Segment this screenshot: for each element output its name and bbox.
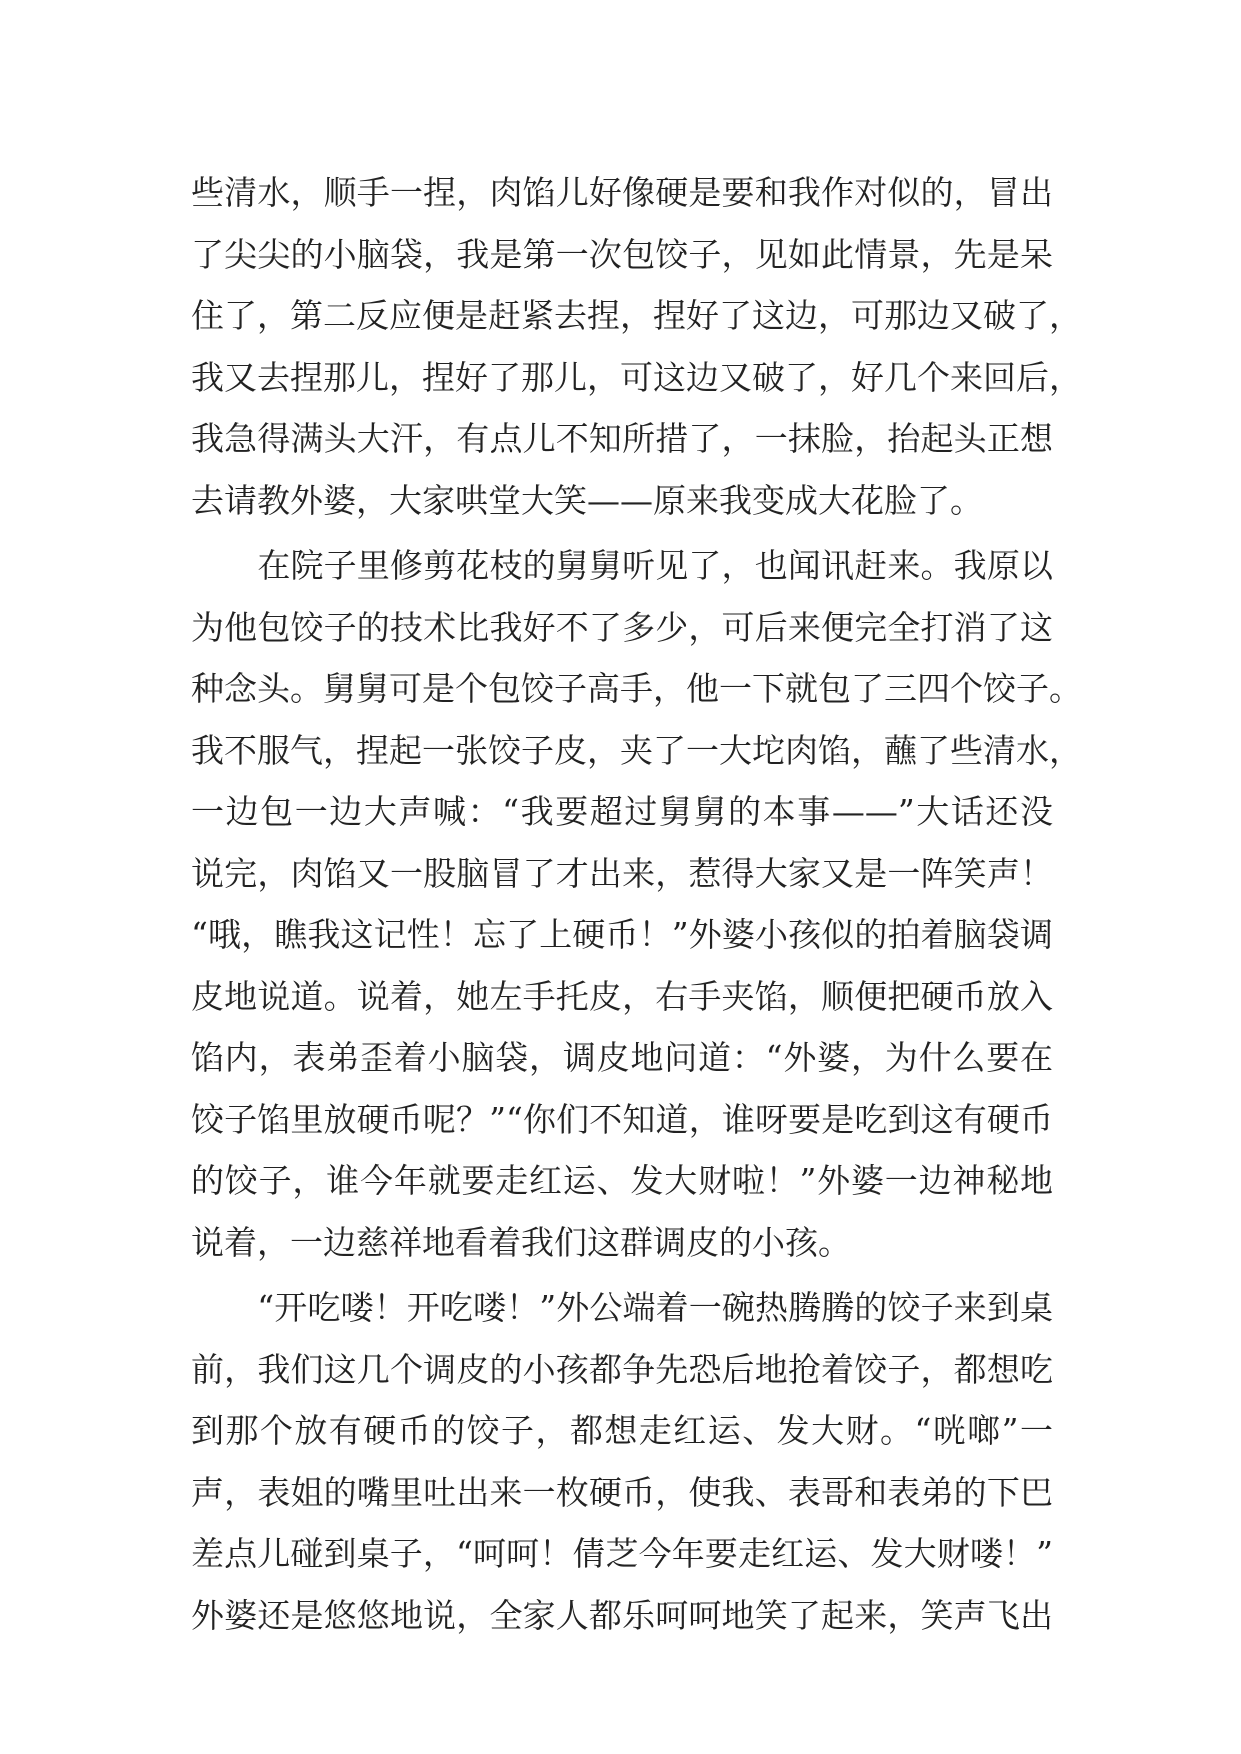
- text-line: 的饺子，谁今年就要走红运、发大财啦！”外婆一边神秘地: [191, 1161, 1053, 1200]
- text-line: 去请教外婆，大家哄堂大笑——原来我变成大花脸了。: [191, 480, 983, 520]
- text-line: 说完，肉馅又一股脑冒了才出来，惹得大家又是一阵笑声！: [191, 853, 1053, 893]
- text-line: 说着，一边慈祥地看着我们这群调皮的小孩。: [191, 1222, 851, 1262]
- text-line: 在院子里修剪花枝的舅舅听见了，也闻讯赶来。我原以: [191, 546, 1053, 585]
- text-line: 一边包一边大声喊：“我要超过舅舅的本事——”大话还没: [191, 792, 1053, 831]
- text-line: 馅内，表弟歪着小脑袋，调皮地问道：“外婆，为什么要在: [191, 1038, 1053, 1077]
- text-line: 为他包饺子的技术比我好不了多少，可后来便完全打消了这: [191, 607, 1053, 647]
- paragraph-2: [191, 535, 1082, 1273]
- text-line: 到那个放有硬币的饺子，都想走红运、发大财。“咣啷”一: [191, 1411, 1053, 1450]
- text-line: 些清水，顺手一捏，肉馅儿好像硬是要和我作对似的，冒出: [191, 173, 1053, 212]
- text-line: “哦，瞧我这记性！忘了上硬币！”外婆小孩似的拍着脑袋调: [191, 915, 1053, 954]
- text-line: 饺子馅里放硬币呢？”“你们不知道，谁呀要是吃到这有硬币: [191, 1099, 1053, 1139]
- text-line: 了尖尖的小脑袋，我是第一次包饺子，见如此情景，先是呆: [191, 234, 1053, 274]
- text-line: 差点儿碰到桌子，“呵呵！倩芝今年要走红运、发大财喽！”: [191, 1534, 1053, 1573]
- text-line: 住了，第二反应便是赶紧去捏，捏好了这边，可那边又破了，: [191, 296, 1082, 335]
- paragraph-1: [191, 162, 1082, 531]
- text-line: 我又去捏那儿，捏好了那儿，可这边又破了，好几个来回后，: [191, 357, 1082, 397]
- text-line: 我不服气，捏起一张饺子皮，夹了一大坨肉馅，蘸了些清水，: [191, 730, 1082, 770]
- text-line: 种念头。舅舅可是个包饺子高手，他一下就包了三四个饺子。: [191, 669, 1082, 708]
- text-line: 声，表姐的嘴里吐出来一枚硬币，使我、表哥和表弟的下巴: [191, 1472, 1053, 1512]
- paragraph-3: [191, 1277, 1053, 1646]
- text-line: 前，我们这几个调皮的小孩都争先恐后地抢着饺子，都想吃: [191, 1349, 1053, 1389]
- essay-body: [191, 162, 1082, 1646]
- text-line: 我急得满头大汗，有点儿不知所措了，一抹脸，抬起头正想: [191, 419, 1053, 458]
- text-line: “开吃喽！开吃喽！”外公端着一碗热腾腾的饺子来到桌: [191, 1288, 1053, 1327]
- text-line: 皮地说道。说着，她左手托皮，右手夹馅，顺便把硬币放入: [191, 976, 1053, 1016]
- text-line: 外婆还是悠悠地说，全家人都乐呵呵地笑了起来，笑声飞出: [191, 1595, 1053, 1635]
